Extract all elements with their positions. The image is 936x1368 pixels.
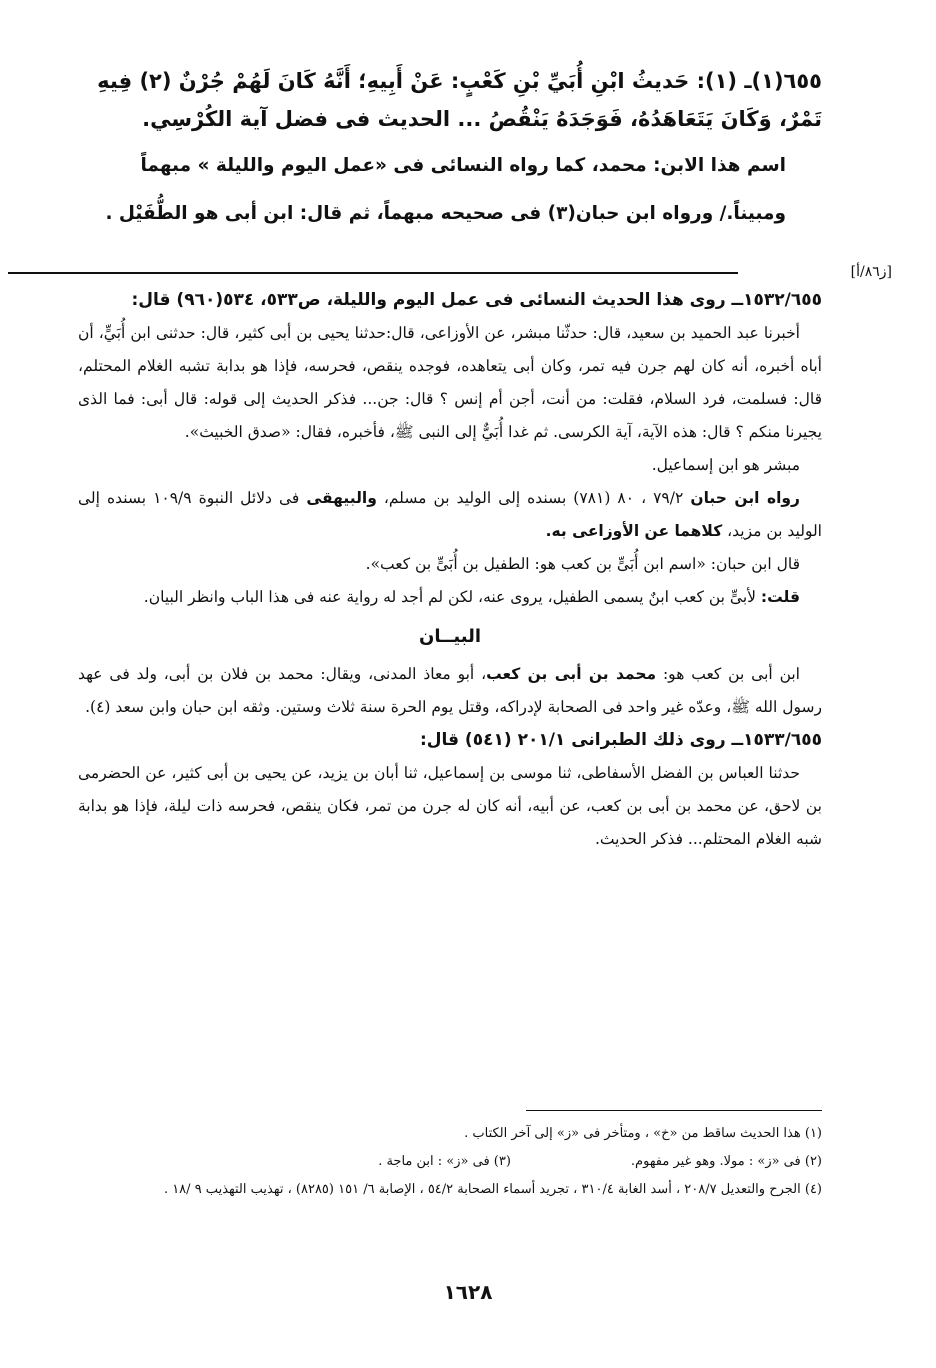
note-ibn-name: اسم هذا الابن: محمد، كما رواه النسائى فى «عمل اليوم والليلة » مبهماً ومبيناً./ ورواه ابن حبان(٣) فى صحيحه مبهماً، ثم قال: ابن أبى هو الطُّفَيْل .: [105, 155, 786, 224]
rawah-bayhaqi: والبيهقى: [306, 489, 377, 507]
main-separator-rule: [8, 272, 738, 274]
hadith-1532-body: أخبرنا عبد الحميد بن سعيد، قال: حدثّنا مبشر، عن الأوزاعى، قال:حدثنا يحيى بن أبى كثير، قال: حدثنى ابن أُبَيٍّ، أن أباه أخبره، أنه كان لهم جرن فيه تمر، وكان أبى يتعاهده، فوجده ينقص، فحرسه، فإذا هو بدابة تشبه الغلام المحتلم، قال: فسلمت، فرد السلام، فقلت: من أنت، أجن أم إنس ؟ قال: جن... فذكر الحديث إلى قوله: قال أبى: فما الذى يجيرنا منكم ؟ قال: هذه الآية، آية الكرسى. ثم غدا أُبَيٌّ إلى النبى ﷺ، فأخبره، فقال: «صدق الخبيث».: [78, 324, 822, 441]
mubashir-note: مبشر هو ابن إسماعيل.: [651, 456, 800, 474]
qult-paragraph: [78, 581, 822, 614]
note-section: [78, 142, 892, 280]
page-body: [78, 62, 892, 280]
hadith-655-text: ٦٥٥(١)ـ (١): حَديثُ ابْنِ أُبَيِّ بْنِ كَعْبٍ: عَنْ أَبِيهِ؛ أَنَّهُ كَانَ لَهُمْ جُرْنٌ (٢) فِيهِ تَمْرٌ، وَكَانَ يَتَعَاهَدُهُ، فَوَجَدَهُ يَنْقُصُ ... الحديث فى فضل آية الكُرْسِي.: [97, 69, 822, 131]
hadith-1533-heading: ١٥٣٣/٦٥٥ــ روى ذلك الطبرانى ٢٠١/١ (٥٤١) قال:: [419, 730, 822, 750]
footnote-rule: [526, 1110, 822, 1111]
footnote-1: (١) هذا الحديث ساقط من «خ» ، ومتأخر فى «ز» إلى آخر الكتاب .: [464, 1126, 822, 1141]
rawah-awzai: كلاهما عن الأوزاعى به.: [545, 522, 723, 540]
rawah-paragraph: [78, 482, 822, 548]
footnotes: [78, 1120, 822, 1204]
footnote-4: (٤) الجرح والتعديل ٢٠٨/٧ ، أسد الغابة ٣١٠/٤ ، تجريد أسماء الصحابة ٥٤/٢ ، الإصابة ٦/ ١٥١ (٨٢٨٥) ، تهذيب التهذيب ٩ /١٨ .: [163, 1182, 822, 1197]
qult-label: قلت:: [760, 588, 800, 606]
rawah-ibn-hibban: رواه ابن حبان: [690, 489, 800, 507]
hadith-1533-body: حدثنا العباس بن الفضل الأسفاطى، ثنا موسى بن إسماعيل، ثنا أبان بن يزيد، عن يحيى بن أبى كثير، عن الحضرمى بن لاحق، عن محمد بن أبى بن كعب، عن أبيه، أنه كان له جرن من تمر، فكان ينقص، فحرسه ذات ليلة، فإذا هو بدابة شبه الغلام المحتلم... فذكر الحديث.: [78, 764, 822, 848]
footnote-row-2-3: [78, 1148, 822, 1176]
bayan-name: محمد بن أبى بن كعب: [486, 665, 657, 683]
bayan-paragraph: [78, 658, 822, 724]
rawah-mid2: فى دلائل النبوة ١٠٩/٩ بسنده إلى الوليد بن مزيد،: [78, 489, 822, 540]
footnote-3: (٣) فى «ز» : ابن ماجة .: [378, 1154, 511, 1169]
bayan-pre: ابن أبى بن كعب هو:: [656, 665, 800, 683]
qult-text: لأبىٍّ بن كعب ابنٌ يسمى الطفيل، يروى عنه، لكن لم أجد له رواية عنه فى هذا الباب وانظر البيان.: [143, 588, 761, 606]
bayan-title: البيــان: [418, 626, 482, 647]
bayan-text: ، أبو معاذ المدنى، ويقال: محمد بن فلان بن أبى، ولد فى عهد رسول الله ﷺ، وعدّه غير واحد فى الصحابة لإدراكه، وقتل يوم الحرة سنة ثلاث وستين. وثقه ابن حبان وابن سعد (٤).: [78, 665, 822, 716]
hadith-1532-heading: ١٥٣٢/٦٥٥ــ روى هذا الحديث النسائى فى عمل اليوم والليلة، ص٥٣٣، ٥٣٤(٩٦٠) قال:: [131, 290, 822, 310]
commentary-block: [78, 284, 822, 856]
page-number: ١٦٢٨: [443, 1280, 493, 1304]
footnote-2: (٢) فى «ز» : مولا. وهو غير مفهوم.: [630, 1154, 822, 1169]
margin-manuscript-ref: [ز٨٦/أ]: [850, 264, 892, 280]
rawah-mid: ٧٩/٢ ، ٨٠ (٧٨١) بسنده إلى الوليد بن مسلم،: [376, 489, 691, 507]
ibn-hibban-quote: قال ابن حبان: «اسم ابن أُبَىٍّ بن كعب هو: الطفيل بن أُبَىٍّ بن كعب».: [365, 555, 800, 573]
